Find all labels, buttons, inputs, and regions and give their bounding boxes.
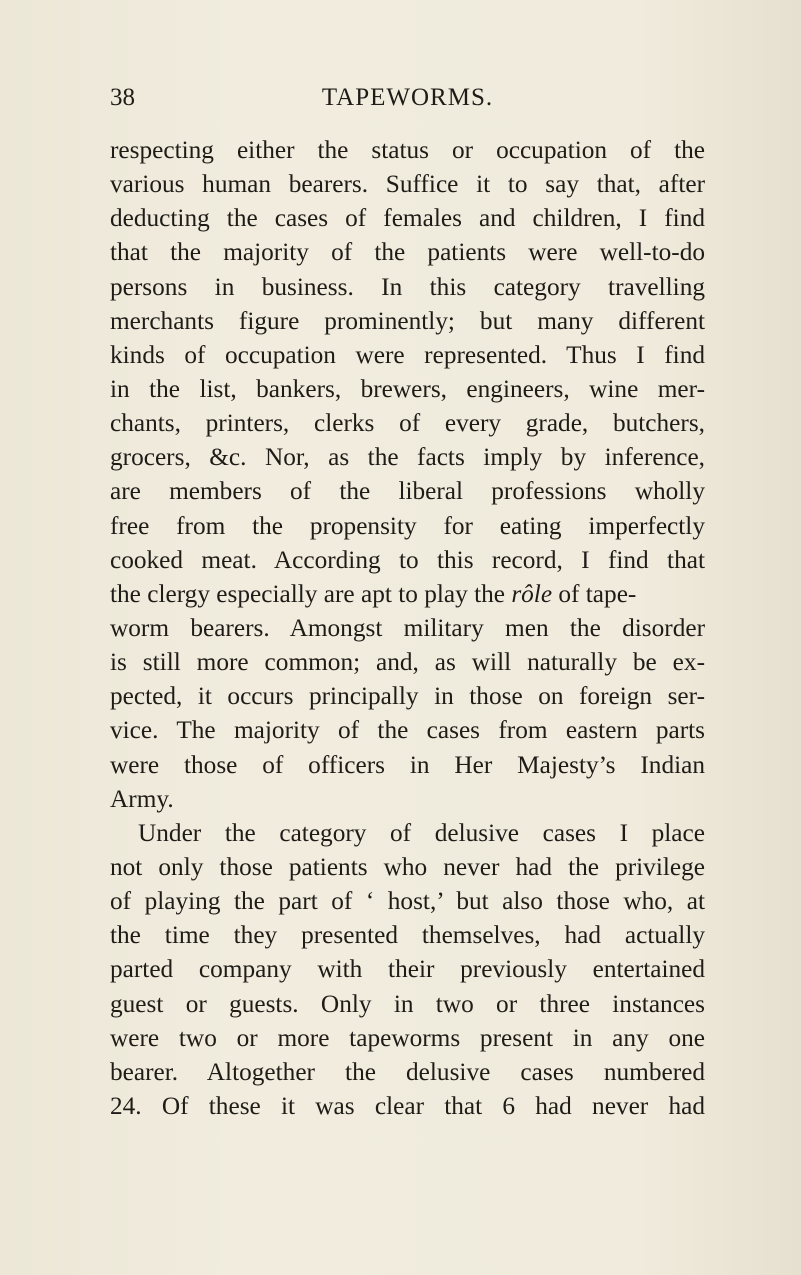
text-line: Army.: [110, 784, 174, 813]
text-line: respecting either the status or occupation of the: [110, 136, 705, 164]
text-line: not only those patients who never had the privilege: [110, 852, 705, 881]
text-line: guest or guests. Only in two or three instances: [110, 989, 705, 1018]
text-line: persons in business. In this category travelling: [110, 272, 705, 301]
text-line: bearer. Altogether the delusive cases numbered: [110, 1057, 705, 1086]
text-line: cooked meat. According to this record, I find that: [110, 545, 705, 574]
body-text: [110, 133, 705, 1123]
page-header: [110, 84, 705, 114]
running-title: TAPEWORMS.: [321, 84, 494, 111]
text-line: various human bearers. Suffice it to say that, after: [110, 170, 705, 199]
text-line: that the majority of the patients were well-to-do: [110, 238, 705, 267]
text-line: Under the category of delusive cases I place: [138, 818, 705, 847]
text-line: is still more common; and, as will naturally be ex-: [110, 648, 705, 677]
text-line: grocers, &c. Nor, as the facts imply by inference,: [110, 443, 705, 472]
text-line: of playing the part of ‘ host,’ but also those who, at: [110, 887, 705, 916]
text-segment: the clergy especially are apt to play the: [110, 579, 512, 608]
text-line: vice. The majority of the cases from eastern parts: [110, 716, 705, 745]
text-line: worm bearers. Amongst military men the disorder: [110, 613, 705, 642]
text-line: chants, printers, clerks of every grade, butchers,: [110, 409, 705, 438]
text-line: were those of officers in Her Majesty’s Indian: [110, 750, 705, 779]
text-line: 24. Of these it was clear that 6 had never had: [110, 1091, 705, 1120]
text-line: the time they presented themselves, had actually: [110, 921, 705, 950]
text-line: kinds of occupation were represented. Thus I find: [110, 340, 705, 369]
text-line: [110, 577, 705, 611]
text-line: free from the propensity for eating imperfectly: [110, 511, 705, 540]
text-line: deducting the cases of females and children, I find: [110, 204, 705, 233]
text-line: parted company with their previously entertained: [110, 955, 705, 984]
page-number: 38: [110, 84, 135, 111]
text-line: in the list, bankers, brewers, engineers, wine mer-: [110, 374, 705, 403]
text-line: merchants figure prominently; but many different: [110, 306, 705, 335]
italic-word: rôle: [511, 579, 553, 608]
text-segment: of tape-: [552, 579, 637, 608]
text-line: were two or more tapeworms present in any one: [110, 1023, 705, 1052]
text-line: pected, it occurs principally in those on foreign ser-: [110, 682, 705, 711]
text-line: are members of the liberal professions wholly: [110, 477, 705, 506]
